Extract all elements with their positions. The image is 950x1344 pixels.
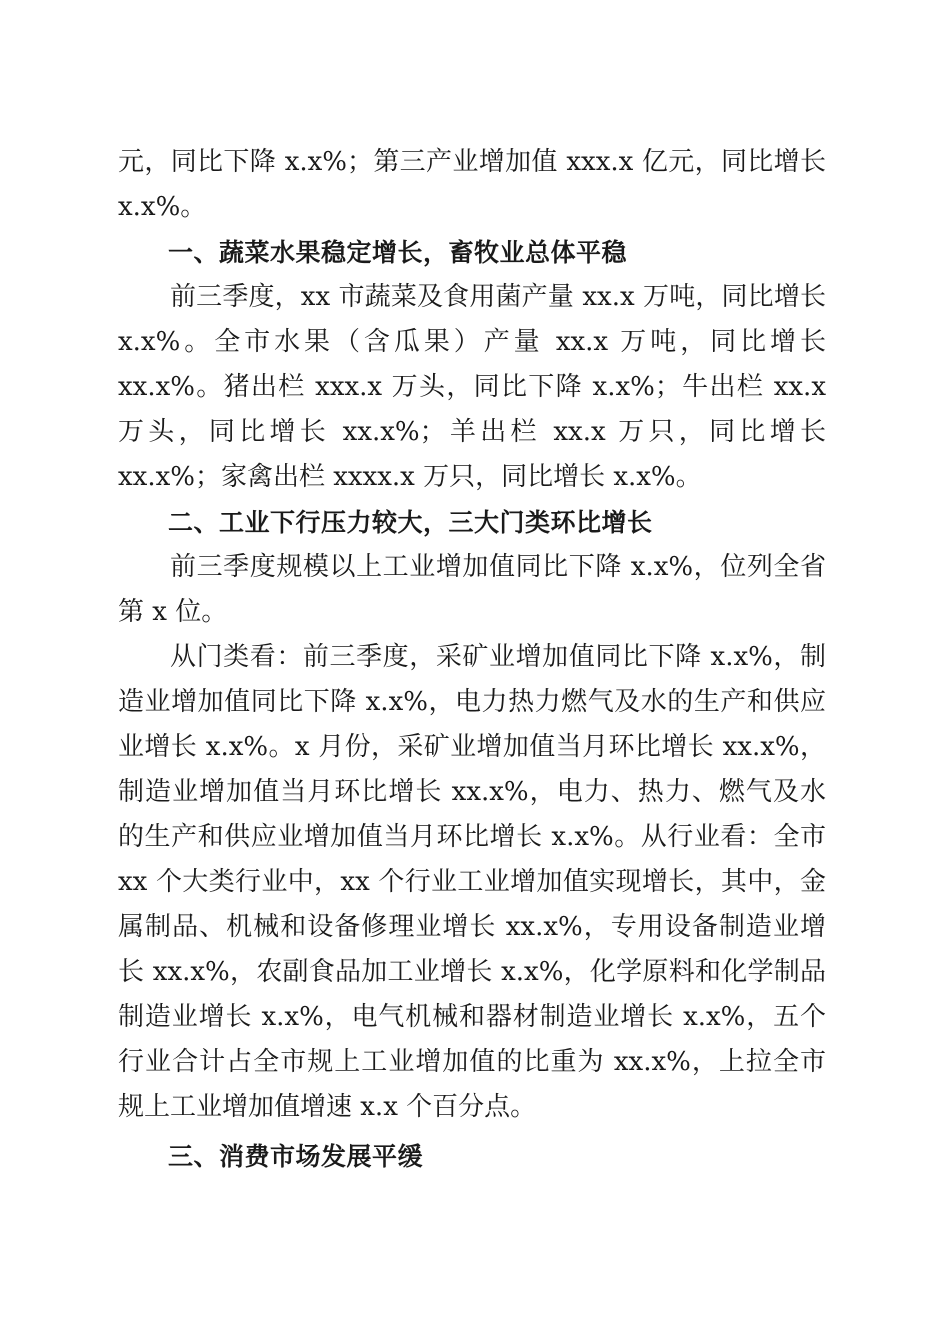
heading-consumer-market: 三、消费市场发展平缓 bbox=[168, 1142, 424, 1171]
heading-industry: 二、工业下行压力较大，三大门类环比增长 bbox=[168, 508, 653, 537]
paragraph-continuation: 元，同比下降 x.x%；第三产业增加值 xxx.x 亿元，同比增长 x.x%。 bbox=[118, 147, 826, 222]
paragraph-agriculture: 前三季度，xx 市蔬菜及食用菌产量 xx.x 万吨，同比增长 x.x%。全市水果（含瓜果）产量 xx.x 万吨，同比增长 xx.x%。猪出栏 xxx.x 万头，同比下降 x.x%；牛出栏 xx.x 万头，同比增长 xx.x%；羊出栏 xx.x 万只，同比增长 xx.x%；家禽出栏 xxxx.x 万只，同比增长 x.x%。 bbox=[118, 282, 826, 492]
paragraph-industry-detail: 从门类看：前三季度，采矿业增加值同比下降 x.x%，制造业增加值同比下降 x.x%，电力热力燃气及水的生产和供应业增长 x.x%。x 月份，采矿业增加值当月环比增长 xx.x%，制造业增加值当月环比增长 xx.x%，电力、热力、燃气及水的生产和供应业增加值当月环比增长 x.x%。从行业看：全市 xx 个大类行业中，xx 个行业工业增加值实现增长，其中，金属制品、机械和设备修理业增长 xx.x%，专用设备制造业增长 xx.x%，农副食品加工业增长 x.x%，化学原料和化学制品制造业增长 x.x%，电气机械和器材制造业增长 x.x%，五个行业合计占全市规上工业增加值的比重为 xx.x%，上拉全市规上工业增加值增速 x.x 个百分点。 bbox=[118, 642, 826, 1122]
document-page bbox=[118, 140, 826, 1179]
heading-vegetables-fruits: 一、蔬菜水果稳定增长，畜牧业总体平稳 bbox=[168, 238, 628, 267]
paragraph-industry-summary: 前三季度规模以上工业增加值同比下降 x.x%，位列全省第 x 位。 bbox=[118, 552, 826, 627]
